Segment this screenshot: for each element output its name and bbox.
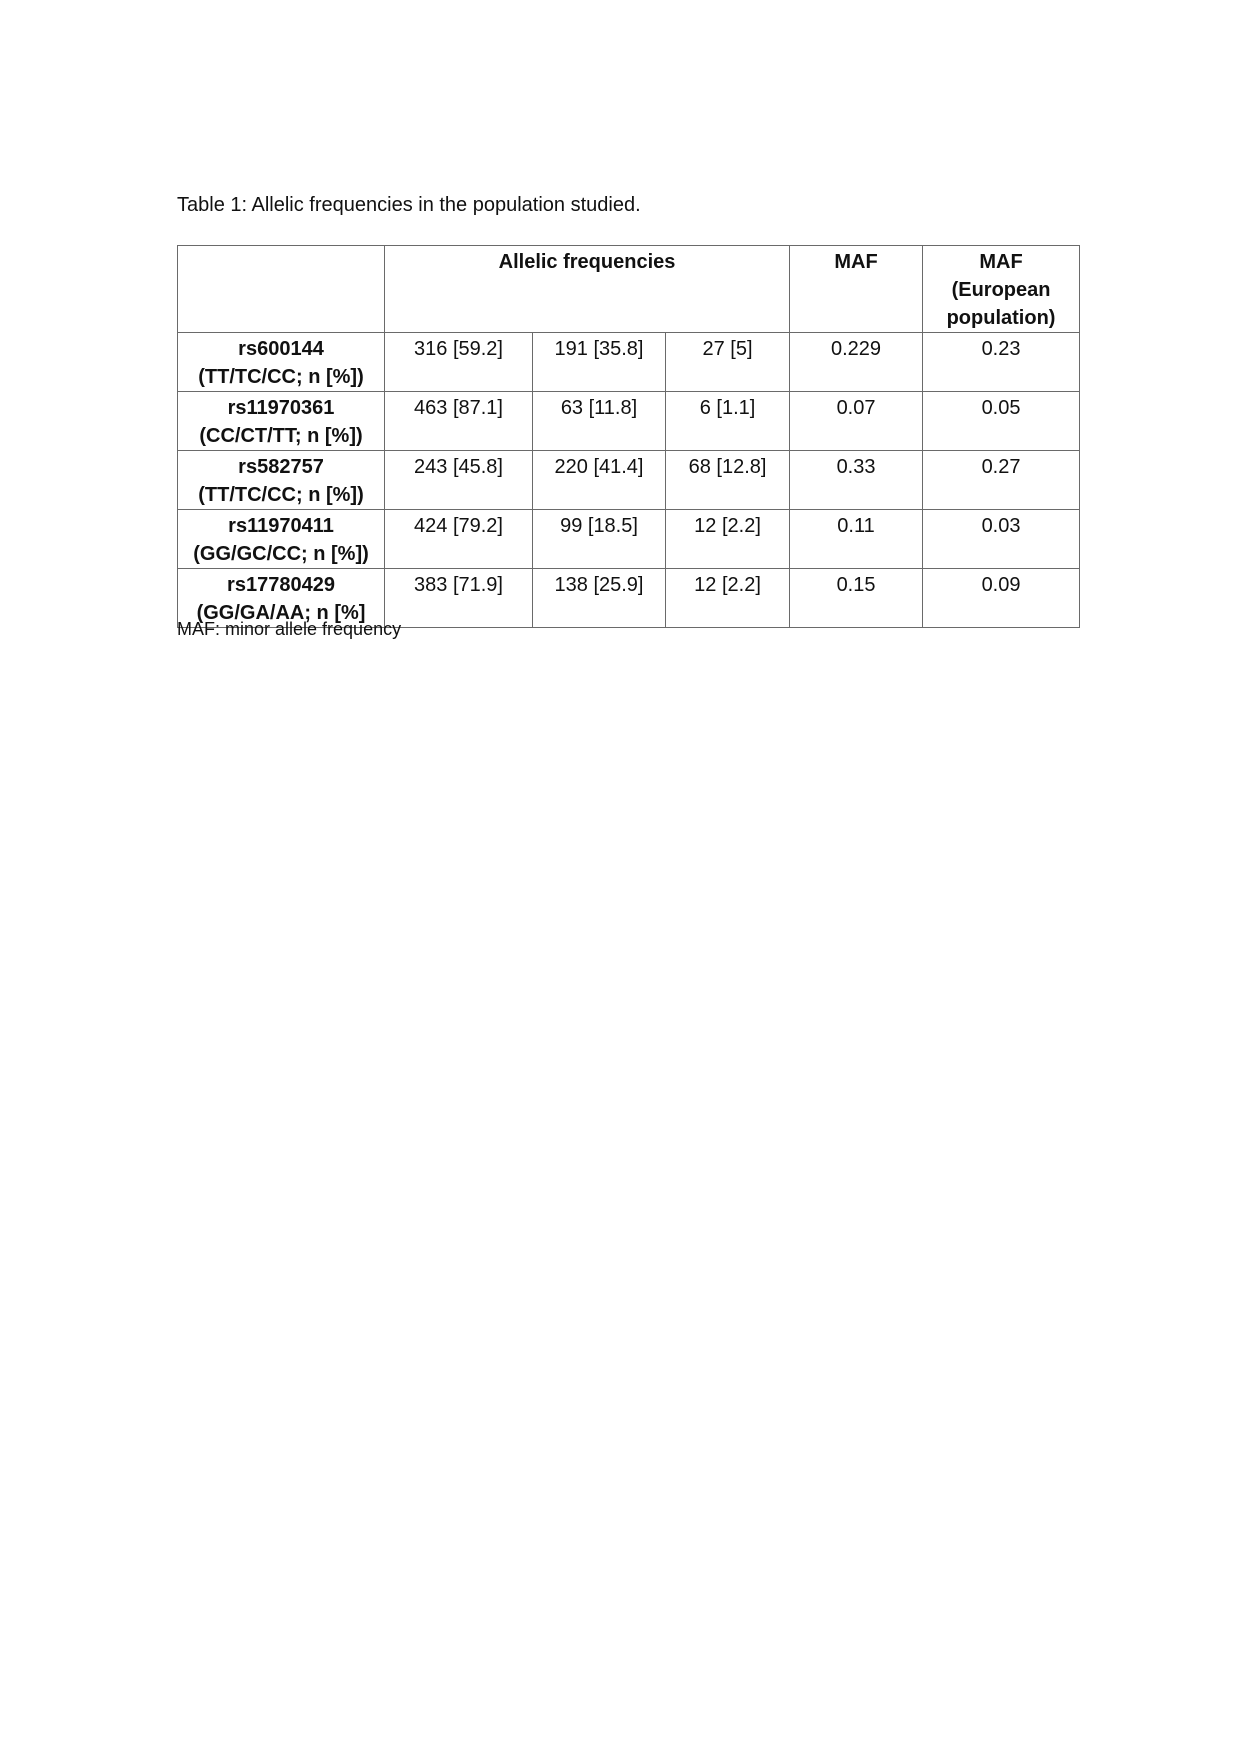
snp-cell — [178, 333, 385, 392]
snp-id: rs582757 — [238, 456, 324, 478]
snp-genotypes: (GG/GA/AA; n [%] — [196, 602, 366, 624]
table-row — [178, 510, 1080, 569]
table-footnote: MAF: minor allele frequency — [177, 619, 402, 639]
snp-cell — [178, 451, 385, 510]
maf-value: 0.15 — [790, 569, 923, 628]
genotype-count-2: 220 [41.4] — [533, 451, 666, 510]
snp-id: rs11970411 — [228, 515, 334, 537]
maf-european-value: 0.03 — [923, 510, 1080, 569]
genotype-count-1: 424 [79.2] — [385, 510, 533, 569]
genotype-count-1: 243 [45.8] — [385, 451, 533, 510]
header-maf: MAF — [790, 246, 923, 333]
header-maf-european — [923, 246, 1080, 333]
genotype-count-3: 6 [1.1] — [666, 392, 790, 451]
genotype-count-2: 191 [35.8] — [533, 333, 666, 392]
genotype-count-1: 316 [59.2] — [385, 333, 533, 392]
maf-european-value: 0.09 — [923, 569, 1080, 628]
header-maf-european-line-1: MAF — [979, 251, 1023, 273]
snp-genotypes: (TT/TC/CC; n [%]) — [198, 484, 364, 506]
header-maf-european-line-2: (European — [951, 279, 1051, 301]
genotype-count-3: 12 [2.2] — [666, 510, 790, 569]
header-maf-european-line-3: population) — [946, 307, 1056, 329]
allelic-frequency-table — [177, 245, 1080, 628]
snp-id: rs600144 — [238, 338, 324, 360]
table-row — [178, 451, 1080, 510]
maf-european-value: 0.27 — [923, 451, 1080, 510]
genotype-count-3: 68 [12.8] — [666, 451, 790, 510]
table-row — [178, 333, 1080, 392]
genotype-count-1: 463 [87.1] — [385, 392, 533, 451]
header-allelic-frequencies: Allelic frequencies — [385, 246, 790, 333]
maf-european-value: 0.05 — [923, 392, 1080, 451]
genotype-count-3: 12 [2.2] — [666, 569, 790, 628]
header-corner-cell — [178, 246, 385, 333]
genotype-count-1: 383 [71.9] — [385, 569, 533, 628]
snp-cell — [178, 392, 385, 451]
snp-genotypes: (GG/GC/CC; n [%]) — [193, 543, 369, 565]
maf-value: 0.33 — [790, 451, 923, 510]
table-header-row — [178, 246, 1080, 333]
snp-cell — [178, 510, 385, 569]
snp-genotypes: (TT/TC/CC; n [%]) — [198, 366, 364, 388]
snp-genotypes: (CC/CT/TT; n [%]) — [199, 425, 363, 447]
snp-id: rs11970361 — [227, 397, 335, 419]
maf-value: 0.229 — [790, 333, 923, 392]
snp-id: rs17780429 — [227, 574, 335, 596]
genotype-count-2: 99 [18.5] — [533, 510, 666, 569]
maf-value: 0.11 — [790, 510, 923, 569]
genotype-count-2: 138 [25.9] — [533, 569, 666, 628]
table-row — [178, 392, 1080, 451]
genotype-count-3: 27 [5] — [666, 333, 790, 392]
maf-value: 0.07 — [790, 392, 923, 451]
genotype-count-2: 63 [11.8] — [533, 392, 666, 451]
table-caption: Table 1: Allelic frequencies in the population studied. — [177, 194, 641, 216]
maf-european-value: 0.23 — [923, 333, 1080, 392]
